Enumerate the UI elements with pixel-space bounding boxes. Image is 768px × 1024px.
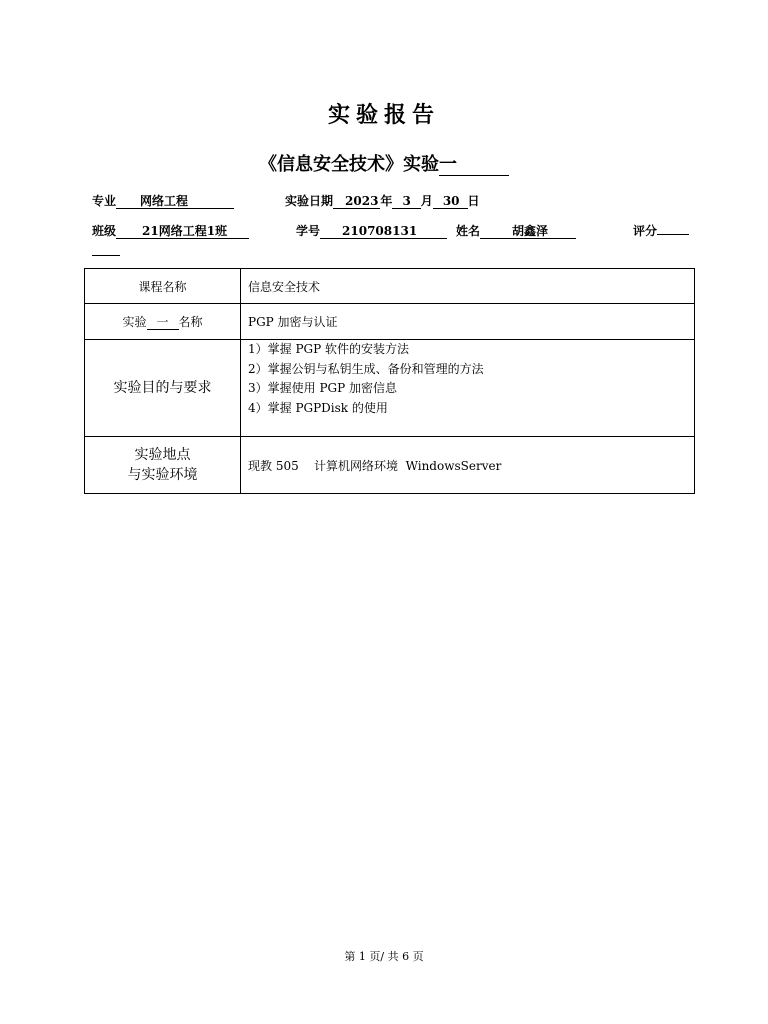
date-label: 实验日期: [285, 194, 334, 208]
student-id-label: 学号: [296, 224, 321, 238]
score-value: [657, 234, 689, 235]
course-name-label: 课程名称: [85, 269, 241, 304]
student-id-field: [296, 222, 447, 239]
page-footer: 第 1 页/ 共 6 页: [344, 950, 424, 963]
exp-label-prefix: 实验: [122, 315, 147, 329]
score-field: [633, 222, 689, 239]
major-value: 网络工程: [116, 194, 234, 209]
class-field: [92, 222, 249, 239]
name-field: [456, 222, 576, 239]
list-item: 3）掌握使用 PGP 加密信息: [248, 381, 397, 395]
goals-label: 实验目的与要求: [85, 340, 241, 437]
exp-label-suffix: 名称: [178, 315, 203, 329]
score-label: 评分: [633, 224, 658, 238]
exp-label-number: 一: [147, 315, 179, 330]
class-value: 21网络工程1班: [116, 224, 249, 239]
report-subtitle: [0, 150, 768, 176]
year-char: 年: [380, 194, 393, 208]
experiment-number: 一: [439, 155, 509, 176]
goals-list: [241, 340, 695, 437]
table-row: [85, 437, 695, 494]
list-item: 2）掌握公钥与私钥生成、备份和管理的方法: [248, 361, 484, 376]
location-value: 现教 505 计算机网络环境 WindowsServer: [241, 437, 695, 494]
course-name-value: 信息安全技术: [241, 269, 695, 304]
subtitle-prefix: 《信息安全技术》实验: [259, 154, 439, 175]
score-underline-continuation: [92, 245, 120, 259]
date-year: 2023: [333, 194, 380, 209]
name-value: 胡鑫泽: [480, 224, 576, 239]
location-label: [85, 437, 241, 494]
day-char: 日: [467, 194, 480, 208]
date-field: [285, 192, 480, 209]
list-item: 1）掌握 PGP 软件的安装方法: [248, 342, 409, 356]
major-label: 专业: [92, 194, 117, 208]
class-label: 班级: [92, 224, 117, 238]
name-label: 姓名: [456, 224, 481, 238]
date-day: 30: [433, 194, 468, 209]
experiment-name-label: [85, 304, 241, 340]
table-row: [85, 269, 695, 304]
location-label-line1: 实验地点: [134, 447, 191, 463]
table-row: [85, 304, 695, 340]
student-id-value: 210708131: [320, 224, 447, 239]
list-item: 4）掌握 PGPDisk 的使用: [248, 400, 388, 415]
experiment-name-value: PGP 加密与认证: [241, 304, 695, 340]
table-row: [85, 340, 695, 437]
major-field: [92, 192, 234, 209]
experiment-info-table: [84, 268, 695, 494]
month-char: 月: [420, 194, 433, 208]
page-title: 实验报告: [327, 102, 440, 128]
location-label-line2: 与实验环境: [127, 467, 198, 483]
date-month: 3: [392, 194, 420, 209]
